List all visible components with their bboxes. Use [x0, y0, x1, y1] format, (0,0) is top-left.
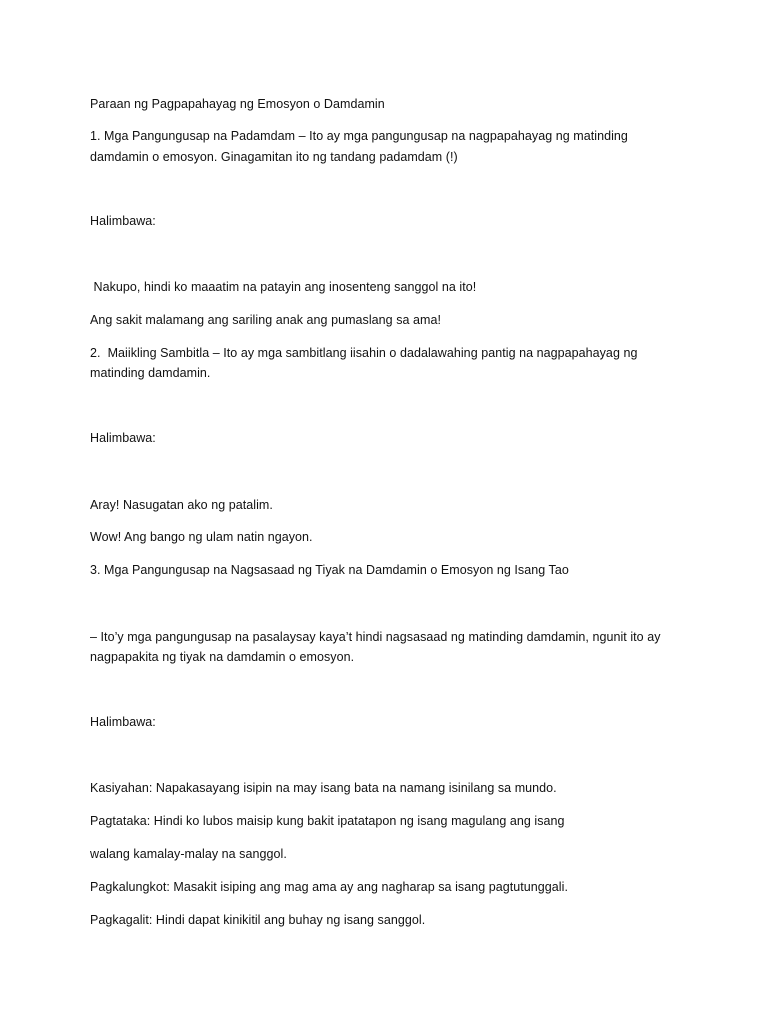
section3-example-4: Pagkalungkot: Masakit isiping ang mag ama ay ang nagharap sa isang pagtutunggali. — [90, 880, 568, 894]
section2-example-label: Halimbawa: — [90, 431, 156, 445]
section3-example-label: Halimbawa: — [90, 715, 156, 729]
section1-example-2: Ang sakit malamang ang sariling anak ang pumaslang sa ama! — [90, 313, 442, 327]
section3-heading: 3. Mga Pangungusap na Nagsasaad ng Tiyak na Damdamin o Emosyon ng Isang Tao — [90, 563, 569, 577]
section1-text-line2: damdamin o emosyon. Ginagamitan ito ng tandang padamdam (!) — [90, 150, 458, 164]
section3-example-2: Pagtataka: Hindi ko lubos maisip kung bakit ipatatapon ng isang magulang ang isang — [90, 814, 565, 828]
section2-example-1: Aray! Nasugatan ako ng patalim. — [90, 498, 273, 512]
section1-example-1: Nakupo, hindi ko maaatim na patayin ang inosenteng sanggol na ito! — [90, 280, 477, 294]
section2-example-2: Wow! Ang bango ng ulam natin ngayon. — [90, 530, 313, 544]
section3-example-3: walang kamalay-malay na sanggol. — [90, 847, 287, 861]
section2-text-line2: matinding damdamin. — [90, 366, 211, 380]
document-title: Paraan ng Pagpapahayag ng Emosyon o Damdamin — [90, 97, 385, 111]
section3-text-line2: nagpapakita ng tiyak na damdamin o emosyon. — [90, 650, 355, 664]
section3-text-line1: – Ito’y mga pangungusap na pasalaysay kaya’t hindi nagsasaad ng matinding damdamin, ngunit ito ay — [90, 630, 661, 644]
section1-text-line1: 1. Mga Pangungusap na Padamdam – Ito ay mga pangungusap na nagpapahayag ng matinding — [90, 129, 628, 143]
section3-example-5: Pagkagalit: Hindi dapat kinikitil ang buhay ng isang sanggol. — [90, 913, 426, 927]
section1-example-label: Halimbawa: — [90, 214, 156, 228]
section3-example-1: Kasiyahan: Napakasayang isipin na may isang bata na namang isinilang sa mundo. — [90, 781, 557, 795]
section2-text-line1: 2. Maiikling Sambitla – Ito ay mga sambitlang iisahin o dadalawahing pantig na nagpapahayag ng — [90, 346, 638, 360]
